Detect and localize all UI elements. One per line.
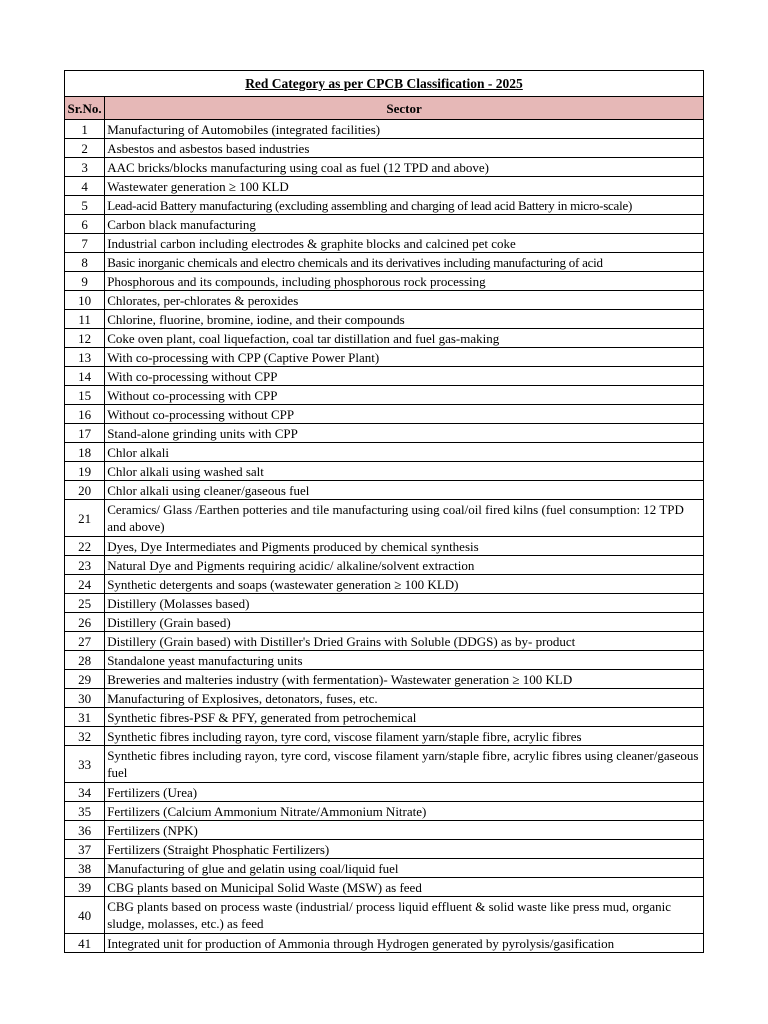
sector-cell: Coke oven plant, coal liquefaction, coal tar distillation and fuel gas-making [105, 329, 704, 348]
table-row [65, 367, 704, 386]
table-row [65, 443, 704, 462]
table-row [65, 329, 704, 348]
table-row [65, 253, 704, 272]
table-row [65, 310, 704, 329]
sr-no-cell: 34 [65, 783, 105, 802]
sr-no-cell: 33 [65, 746, 105, 783]
sector-cell: AAC bricks/blocks manufacturing using coal as fuel (12 TPD and above) [105, 158, 704, 177]
sector-cell: Carbon black manufacturing [105, 215, 704, 234]
sr-no-cell: 39 [65, 878, 105, 897]
sr-no-cell: 23 [65, 556, 105, 575]
sector-cell: Without co-processing without CPP [105, 405, 704, 424]
sr-no-cell: 5 [65, 196, 105, 215]
table-title: Red Category as per CPCB Classification - 2025 [65, 71, 704, 97]
table-row [65, 821, 704, 840]
sr-no-cell: 12 [65, 329, 105, 348]
sector-cell: Phosphorous and its compounds, including phosphorous rock processing [105, 272, 704, 291]
sr-no-cell: 16 [65, 405, 105, 424]
sector-cell: Distillery (Grain based) with Distiller's Dried Grains with Soluble (DDGS) as by- product [105, 632, 704, 651]
sr-no-cell: 8 [65, 253, 105, 272]
sector-cell: Breweries and malteries industry (with fermentation)- Wastewater generation ≥ 100 KLD [105, 670, 704, 689]
sector-cell: Distillery (Grain based) [105, 613, 704, 632]
table-row [65, 405, 704, 424]
table-row [65, 934, 704, 953]
table-row [65, 500, 704, 537]
sr-no-cell: 6 [65, 215, 105, 234]
sr-no-cell: 7 [65, 234, 105, 253]
sector-cell: Fertilizers (Straight Phosphatic Fertilizers) [105, 840, 704, 859]
sr-no-cell: 28 [65, 651, 105, 670]
table-row [65, 613, 704, 632]
sector-cell: Wastewater generation ≥ 100 KLD [105, 177, 704, 196]
table-row [65, 746, 704, 783]
table-row [65, 139, 704, 158]
sr-no-cell: 11 [65, 310, 105, 329]
red-category-table [64, 70, 704, 953]
sr-no-cell: 21 [65, 500, 105, 537]
table-row [65, 840, 704, 859]
sector-cell: With co-processing with CPP (Captive Power Plant) [105, 348, 704, 367]
sr-no-cell: 25 [65, 594, 105, 613]
sector-cell: Industrial carbon including electrodes & graphite blocks and calcined pet coke [105, 234, 704, 253]
sr-no-cell: 41 [65, 934, 105, 953]
sr-no-cell: 36 [65, 821, 105, 840]
sector-cell: Integrated unit for production of Ammonia through Hydrogen generated by pyrolysis/gasification [105, 934, 704, 953]
sector-cell: Synthetic fibres-PSF & PFY, generated from petrochemical [105, 708, 704, 727]
sr-no-cell: 32 [65, 727, 105, 746]
sr-no-cell: 30 [65, 689, 105, 708]
sr-no-cell: 13 [65, 348, 105, 367]
sector-cell: Distillery (Molasses based) [105, 594, 704, 613]
sector-cell: Synthetic detergents and soaps (wastewater generation ≥ 100 KLD) [105, 575, 704, 594]
table-row [65, 594, 704, 613]
sector-cell: Chlor alkali using cleaner/gaseous fuel [105, 481, 704, 500]
sr-no-cell: 24 [65, 575, 105, 594]
sr-no-cell: 1 [65, 120, 105, 139]
table-body [65, 120, 704, 953]
table-row [65, 196, 704, 215]
sector-cell: Asbestos and asbestos based industries [105, 139, 704, 158]
table-row [65, 272, 704, 291]
table-row [65, 537, 704, 556]
sr-no-cell: 2 [65, 139, 105, 158]
sector-cell: Manufacturing of Automobiles (integrated facilities) [105, 120, 704, 139]
table-row [65, 348, 704, 367]
table-row [65, 158, 704, 177]
table-row [65, 689, 704, 708]
sector-cell: Manufacturing of glue and gelatin using coal/liquid fuel [105, 859, 704, 878]
table-row [65, 878, 704, 897]
sector-cell: Synthetic fibres including rayon, tyre cord, viscose filament yarn/staple fibre, acrylic fibres using cleaner/gaseous fuel [105, 746, 704, 783]
sr-no-cell: 40 [65, 897, 105, 934]
sr-no-cell: 9 [65, 272, 105, 291]
sr-no-cell: 4 [65, 177, 105, 196]
sr-no-cell: 22 [65, 537, 105, 556]
table-row [65, 632, 704, 651]
sector-cell: Fertilizers (NPK) [105, 821, 704, 840]
header-sr-no: Sr.No. [65, 97, 105, 120]
sr-no-cell: 17 [65, 424, 105, 443]
table-row [65, 727, 704, 746]
table-row [65, 651, 704, 670]
sr-no-cell: 29 [65, 670, 105, 689]
table-row [65, 481, 704, 500]
table-row [65, 234, 704, 253]
sector-cell: Manufacturing of Explosives, detonators, fuses, etc. [105, 689, 704, 708]
sector-cell: Stand-alone grinding units with CPP [105, 424, 704, 443]
sector-cell: Lead-acid Battery manufacturing (excluding assembling and charging of lead acid Battery in micro-scale) [105, 196, 704, 215]
sr-no-cell: 38 [65, 859, 105, 878]
table-row [65, 802, 704, 821]
table-row [65, 120, 704, 139]
table-row [65, 424, 704, 443]
sr-no-cell: 10 [65, 291, 105, 310]
header-sector: Sector [105, 97, 704, 120]
sector-cell: Ceramics/ Glass /Earthen potteries and tile manufacturing using coal/oil fired kilns (fuel consumption: 12 TPD and above) [105, 500, 704, 537]
table-row [65, 575, 704, 594]
sr-no-cell: 37 [65, 840, 105, 859]
sector-cell: Chlorine, fluorine, bromine, iodine, and their compounds [105, 310, 704, 329]
table-row [65, 708, 704, 727]
sr-no-cell: 35 [65, 802, 105, 821]
sector-cell: CBG plants based on Municipal Solid Waste (MSW) as feed [105, 878, 704, 897]
sector-cell: Basic inorganic chemicals and electro chemicals and its derivatives including manufacturing of acid [105, 253, 704, 272]
table-row [65, 291, 704, 310]
sector-cell: Fertilizers (Calcium Ammonium Nitrate/Ammonium Nitrate) [105, 802, 704, 821]
table-row [65, 670, 704, 689]
sr-no-cell: 31 [65, 708, 105, 727]
sr-no-cell: 27 [65, 632, 105, 651]
table-title-row [65, 71, 704, 97]
table-row [65, 386, 704, 405]
sr-no-cell: 26 [65, 613, 105, 632]
sector-cell: Chlor alkali using washed salt [105, 462, 704, 481]
table-row [65, 177, 704, 196]
table-row [65, 556, 704, 575]
sr-no-cell: 18 [65, 443, 105, 462]
sr-no-cell: 20 [65, 481, 105, 500]
table-row [65, 215, 704, 234]
sr-no-cell: 3 [65, 158, 105, 177]
sector-cell: Standalone yeast manufacturing units [105, 651, 704, 670]
table-row [65, 897, 704, 934]
sector-cell: Chlorates, per-chlorates & peroxides [105, 291, 704, 310]
table-header-row [65, 97, 704, 120]
sr-no-cell: 14 [65, 367, 105, 386]
sr-no-cell: 19 [65, 462, 105, 481]
sr-no-cell: 15 [65, 386, 105, 405]
table-row [65, 462, 704, 481]
sector-cell: CBG plants based on process waste (industrial/ process liquid effluent & solid waste like press mud, organic sludge, molasses, etc.) as feed [105, 897, 704, 934]
table-row [65, 783, 704, 802]
sector-cell: Natural Dye and Pigments requiring acidic/ alkaline/solvent extraction [105, 556, 704, 575]
sector-cell: Synthetic fibres including rayon, tyre cord, viscose filament yarn/staple fibre, acrylic fibres [105, 727, 704, 746]
sector-cell: Without co-processing with CPP [105, 386, 704, 405]
sector-cell: Chlor alkali [105, 443, 704, 462]
sector-cell: Dyes, Dye Intermediates and Pigments produced by chemical synthesis [105, 537, 704, 556]
table-row [65, 859, 704, 878]
sector-cell: With co-processing without CPP [105, 367, 704, 386]
sector-cell: Fertilizers (Urea) [105, 783, 704, 802]
